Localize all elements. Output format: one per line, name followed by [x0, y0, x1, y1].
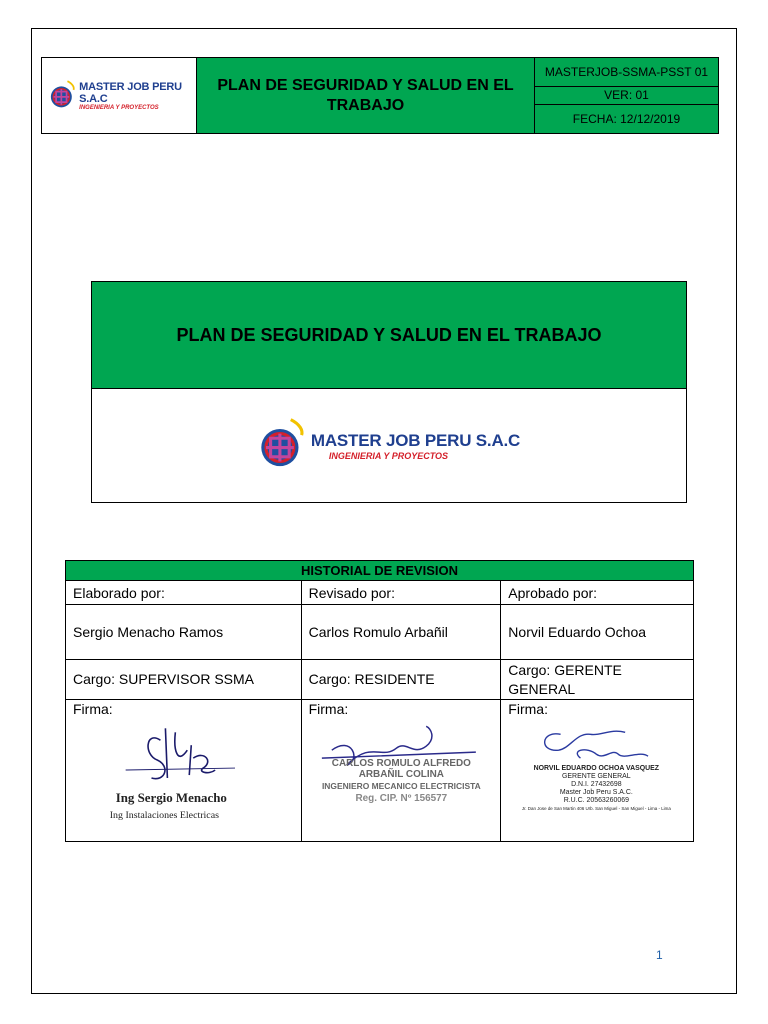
header-title: PLAN DE SEGURIDAD Y SALUD EN EL TRABAJO: [197, 58, 535, 133]
signature-carlos: [302, 720, 501, 838]
sig3-line6: Jr. Dan Jose de San Martin 406 Urb. San Miguel - San Miguel - Lima - Lima: [522, 805, 672, 811]
sig3-line3: D.N.I. 27432698: [571, 780, 622, 788]
label-aprobado: Aprobado por:: [501, 581, 694, 605]
cover-logo: [92, 389, 686, 502]
cargo-aprobado: Cargo: GERENTE GENERAL: [501, 660, 694, 700]
sig1-name: Ing Sergio Menacho: [115, 789, 227, 805]
cover-title: PLAN DE SEGURIDAD Y SALUD EN EL TRABAJO: [92, 282, 686, 389]
cover-block: [91, 281, 687, 503]
document-code: MASTERJOB-SSMA-PSST 01: [535, 58, 718, 87]
cargo-revisado: Cargo: RESIDENTE: [301, 660, 501, 700]
firma-label: Firma:: [73, 701, 113, 717]
sig2-line3: INGENIERO MECANICO ELECTRICISTA: [321, 780, 481, 791]
logo-name: MASTER JOB PERU S.A.C: [79, 80, 182, 105]
label-revisado: Revisado por:: [301, 581, 501, 605]
firma-label: Firma:: [308, 701, 349, 717]
revision-history-table: [65, 560, 694, 842]
company-logo-large: [258, 415, 520, 477]
document-header: [41, 57, 719, 134]
firma-aprobado: [501, 700, 694, 842]
logo-subtitle: INGENIERIA Y PROYECTOS: [328, 450, 449, 461]
document-version: VER: 01: [535, 87, 718, 105]
cargo-elaborado: Cargo: SUPERVISOR SSMA: [66, 660, 302, 700]
firma-label: Firma:: [508, 701, 548, 717]
sig3-line4: Master Job Peru S.A.C.: [560, 788, 634, 796]
company-logo: [50, 76, 196, 116]
label-elaborado: Elaborado por:: [66, 581, 302, 605]
sig3-line2: GERENTE GENERAL: [562, 773, 631, 781]
signature-sergio: [66, 720, 301, 838]
name-elaborado: Sergio Menacho Ramos: [66, 605, 302, 660]
firma-elaborado: [66, 700, 302, 842]
header-logo: [42, 58, 197, 133]
sig2-line2: ARBAÑIL COLINA: [358, 769, 444, 781]
logo-knot-icon: [258, 415, 308, 477]
name-aprobado: Norvil Eduardo Ochoa: [501, 605, 694, 660]
logo-subtitle: INGENIERIA Y PROYECTOS: [79, 104, 159, 111]
sig2-line4: Reg. CIP. Nº 156577: [355, 792, 447, 804]
sig3-line1: NORVIL EDUARDO OCHOA VASQUEZ: [533, 765, 660, 773]
sig1-title: Ing Instalaciones Electricas: [109, 809, 220, 821]
sig3-line5: R.U.C. 20563260069: [564, 796, 630, 804]
page-border: [31, 28, 737, 994]
logo-knot-icon: [50, 76, 76, 116]
page-number: 1: [656, 948, 663, 962]
revision-heading: HISTORIAL DE REVISION: [66, 561, 694, 581]
firma-revisado: [301, 700, 501, 842]
logo-name: MASTER JOB PERU S.A.C: [310, 430, 521, 450]
name-revisado: Carlos Romulo Arbañil: [301, 605, 501, 660]
header-meta: [535, 58, 718, 133]
sig2-line1: CARLOS ROMULO ALFREDO: [331, 758, 471, 770]
document-date: FECHA: 12/12/2019: [572, 111, 681, 126]
signature-norvil: [501, 720, 693, 838]
